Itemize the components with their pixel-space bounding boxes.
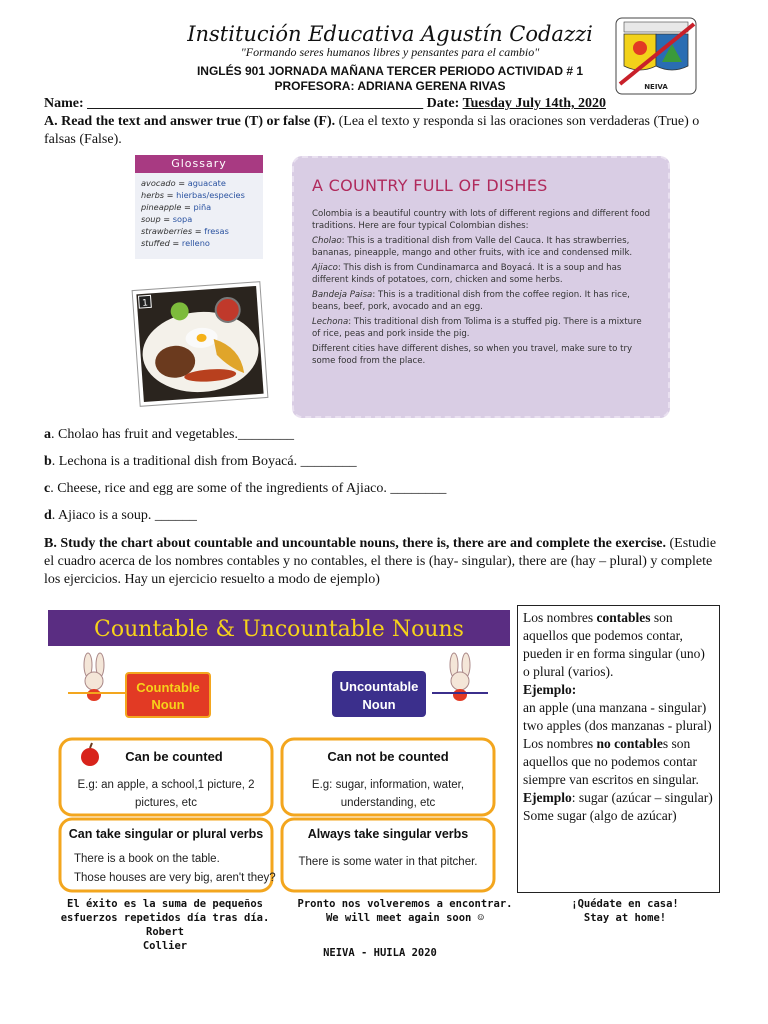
example-line: Some sugar (algo de azúcar)	[523, 808, 677, 823]
section-b-instruction	[44, 535, 726, 589]
reading-closing: Different cities have different dishes, so when you travel, make sure to try some food from the place.	[312, 344, 633, 366]
nouns-chart	[48, 605, 514, 893]
section-a-bold: A. Read the text and answer true (T) or false (F).	[44, 114, 336, 129]
question-d[interactable]: d. Ajiaco is a soup. ______	[44, 508, 197, 523]
svg-text:There is some water in that pi: There is some water in that pitcher.	[298, 856, 478, 868]
apple-icon	[81, 748, 99, 766]
svg-text:Those houses are very big, are: Those houses are very big, aren't they?	[74, 872, 276, 884]
section-a-rest: (Lea el texto y responda si las oraciones son verdaderas (True) o falsas (False).	[44, 114, 700, 147]
reading-intro: Colombia is a beautiful country with lots of different regions and different food traditions. Here are four typical Colombian dishes:	[312, 209, 651, 231]
logo-text: NEIVA	[644, 83, 668, 91]
definitions-box	[517, 605, 720, 893]
definition-countable: Los nombres contables son aquellos que podemos contar, pueden ir en forma singular (uno) o plural (varios).	[523, 610, 705, 679]
question-b[interactable]: b. Lechona is a traditional dish from Boyacá. ________	[44, 454, 357, 469]
chart-title: Countable & Uncountable Nouns	[94, 617, 464, 642]
svg-text:Can not be counted: Can not be counted	[327, 749, 449, 764]
institution-motto: "Formando seres humanos libres y pensantes para el cambio"	[240, 45, 540, 59]
example-line: Ejemplo: sugar (azúcar – singular)	[523, 790, 713, 805]
dish-paragraph: Lechona: This traditional dish from Tolima is a stuffed pig. There is a mixture of rice, peas and pork inside the pig.	[312, 317, 642, 339]
reading-box	[292, 156, 670, 418]
date-value: Tuesday July 14th, 2020	[462, 96, 606, 111]
section-a-instruction	[44, 113, 726, 149]
course-line: INGLÉS 901 JORNADA MAÑANA TERCER PERIODO ACTIVIDAD # 1	[196, 64, 584, 78]
footer-quote: El éxito es la suma de pequeños esfuerzos repetidos día tras día. Robert Collier	[60, 898, 270, 952]
svg-text:E.g: sugar, information, water: E.g: sugar, information, water,	[311, 779, 465, 791]
svg-text:Can be counted: Can be counted	[125, 749, 223, 764]
reading-text	[312, 208, 652, 370]
glossary-entry: avocado = aguacate	[141, 178, 226, 188]
teacher-line: PROFESORA: ADRIANA GERENA RIVAS	[274, 79, 506, 93]
svg-text:Uncountable: Uncountable	[339, 679, 419, 694]
glossary-entry: pineapple = piña	[141, 202, 212, 212]
footer-stay-home: ¡Quédate en casa! Stay at home!	[571, 898, 679, 924]
question-c[interactable]: c. Cheese, rice and egg are some of the ingredients of Ajiaco. ________	[44, 481, 447, 496]
question-a[interactable]: a. Cholao has fruit and vegetables.________	[44, 427, 295, 442]
section-b-rest: (Estudie el cuadro acerca de los nombres contables y no contables, el there is (hay- singular), there are (hay – plural) y complete los ejercicios. Hay un ejercicio resuelto a modo de ejemplo)	[44, 536, 717, 587]
svg-text:pictures, etc: pictures, etc	[135, 797, 197, 809]
reading-title: A COUNTRY FULL OF DISHES	[312, 176, 548, 195]
example-line: an apple (una manzana - singular)	[523, 700, 707, 715]
name-label: Name:	[44, 96, 84, 111]
photo-badge: 1	[141, 298, 149, 309]
name-blank[interactable]: ________________________________________________	[87, 96, 424, 111]
footer-farewell: Pronto nos volveremos a encontrar. We will meet again soon ☺	[297, 898, 513, 924]
example-label: Ejemplo:	[523, 682, 577, 697]
glossary-entry: herbs = hierbas/especies	[141, 190, 245, 200]
footer-city: NEIVA - HUILA 2020	[323, 947, 437, 959]
dish-paragraph: Cholao: This is a traditional dish from Valle del Cauca. It has strawberries, bananas, pineapple, mango and other fruits, with ice and condensed milk.	[312, 236, 633, 258]
svg-text:Countable: Countable	[136, 680, 200, 695]
date-label: Date:	[426, 96, 460, 111]
svg-text:Noun: Noun	[151, 697, 185, 712]
glossary-entry: soup = sopa	[141, 214, 193, 224]
definition-uncountable: Los nombres no contables son aquellos que no podemos contar siempre van escritos en singular.	[523, 736, 699, 787]
dish-paragraph: Bandeja Paisa: This is a traditional dish from the coffee region. It has rice, beans, beef, pork, avocado and an egg.	[312, 290, 630, 312]
example-line: two apples (dos manzanas - plural)	[523, 718, 712, 733]
glossary-entry: stuffed = relleno	[141, 238, 210, 248]
svg-text:E.g: an apple, a school,1 pict: E.g: an apple, a school,1 picture, 2	[77, 779, 255, 791]
glossary-title: Glossary	[135, 155, 263, 173]
glossary-entry: strawberries = fresas	[141, 226, 229, 236]
name-date-row	[44, 96, 734, 112]
svg-text:understanding, etc: understanding, etc	[340, 797, 436, 809]
svg-text:There is a book on the table.: There is a book on the table.	[74, 853, 220, 865]
svg-text:Always take singular verbs: Always take singular verbs	[307, 827, 469, 841]
institution-name: Institución Educativa Agustín Codazzi	[187, 22, 593, 46]
glossary-list	[135, 173, 263, 253]
section-b-bold: B. Study the chart about countable and uncountable nouns, there is, there are and complete the exercise.	[44, 536, 666, 551]
bandeja-paisa-photo	[130, 280, 270, 408]
school-logo	[610, 14, 702, 98]
dish-paragraph: Ajiaco: This dish is from Cundinamarca and Boyacá. It is a soup and has different kinds of potatoes, corn, chicken and some herbs.	[312, 263, 622, 285]
svg-text:Can take singular or plural ve: Can take singular or plural verbs	[68, 827, 264, 841]
glossary-box	[135, 155, 263, 259]
svg-text:Noun: Noun	[362, 697, 396, 712]
